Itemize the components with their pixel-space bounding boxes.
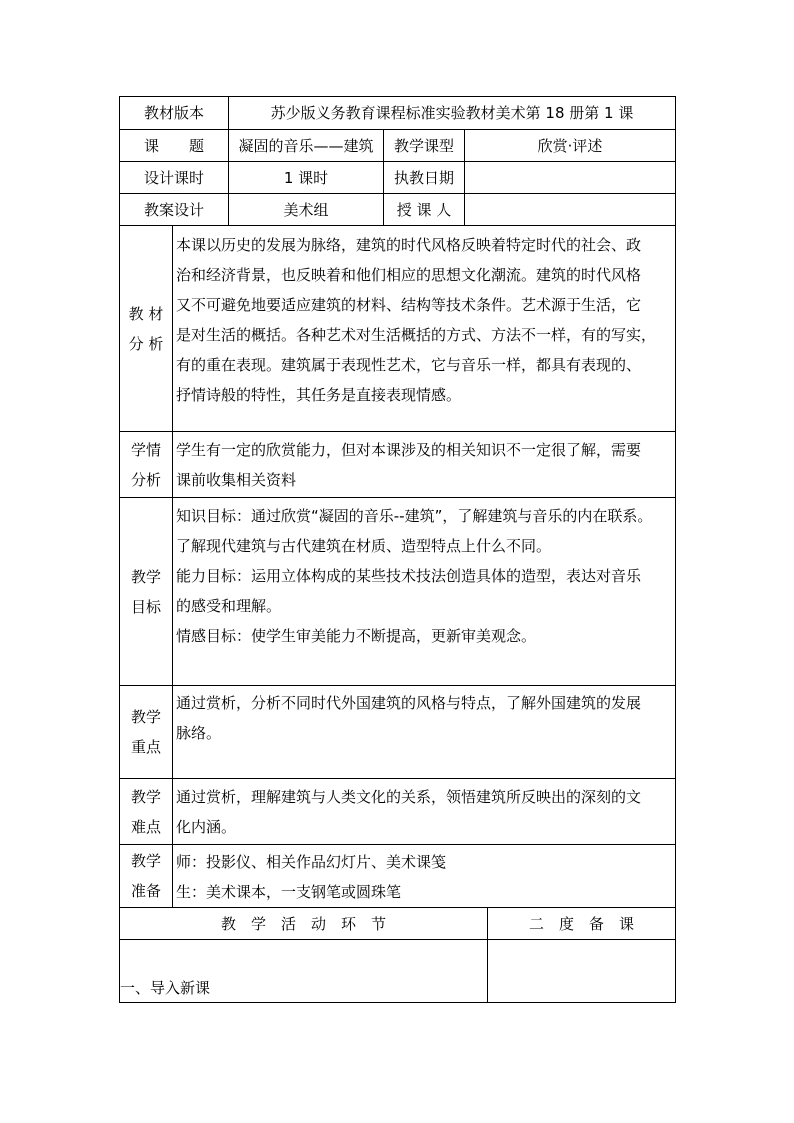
- teacher-label: 授 课 人: [383, 193, 465, 226]
- lesson-type-label: 教学课型: [383, 129, 465, 162]
- design-label: 教案设计: [119, 193, 229, 226]
- hours-label: 设计课时: [119, 161, 229, 194]
- preparation-label: [119, 844, 173, 908]
- text-line: 本课以历史的发展为脉络，建筑的时代风格反映着特定时代的社会、政: [176, 236, 642, 254]
- hours-value: 1 课时: [228, 161, 384, 194]
- text-line: 师：投影仪、相关作品幻灯片、美术课笺: [176, 853, 447, 871]
- text-line: 通过赏析，分析不同时代外国建筑的风格与特点，了解外国建筑的发展: [176, 694, 642, 712]
- text-line: 了解现代建筑与古代建筑在材质、造型特点上什么不同。: [176, 537, 552, 555]
- text-line: 脉络。: [176, 724, 222, 742]
- text-line: 是对生活的概括。各种艺术对生活概括的方式、方法不一样，有的写实，: [176, 326, 657, 344]
- preparation-label-line-1: 教学: [130, 852, 161, 870]
- text-line: 的感受和理解。: [176, 597, 282, 615]
- text-line: 化内涵。: [176, 818, 237, 836]
- material-label-line-1: 教 材: [128, 304, 164, 323]
- text-line: 情感目标：使学生审美能力不断提高，更新审美观念。: [176, 627, 537, 645]
- teaching-goals-text: [172, 497, 676, 686]
- preparation-text: [172, 844, 676, 908]
- key-points-text: [172, 685, 676, 779]
- edition-value: 苏少版义务教育课程标准实验教材美术第 18 册第 1 课: [228, 96, 676, 130]
- goals-label-line-1: 教学: [130, 567, 161, 586]
- lesson-type-value: 欣赏·评述: [464, 129, 676, 162]
- second-preparation-body: [487, 939, 676, 1003]
- date-label: 执教日期: [383, 161, 465, 194]
- student-analysis-label: [119, 431, 173, 498]
- key-points-label: [119, 685, 173, 779]
- teaching-goals-label: [119, 497, 173, 686]
- difficulties-label-line-2: 难点: [130, 817, 161, 836]
- design-value: 美术组: [228, 193, 384, 226]
- text-line: 有的重在表现。建筑属于表现性艺术，它与音乐一样，都具有表现的、: [176, 356, 642, 374]
- preparation-label-line-2: 准备: [130, 882, 161, 900]
- activity-body: [119, 939, 488, 1003]
- goals-label-line-2: 目标: [130, 597, 161, 616]
- students-label-line-1: 学情: [130, 440, 161, 459]
- first-step-text: 一、导入新课: [120, 979, 211, 997]
- material-analysis-label: [119, 225, 173, 432]
- edition-label: 教材版本: [119, 96, 229, 130]
- key-points-label-line-2: 重点: [130, 738, 161, 756]
- text-line: 生：美术课本，一支钢笔或圆珠笔: [176, 883, 402, 901]
- material-analysis-text: [172, 225, 676, 432]
- text-line: 知识目标：通过欣赏“凝固的音乐--建筑”，了解建筑与音乐的内在联系。: [176, 507, 653, 525]
- text-line: 抒情诗般的特性，其任务是直接表现情感。: [176, 386, 462, 404]
- difficulties-text: [172, 778, 676, 845]
- difficulties-label: [119, 778, 173, 845]
- topic-value: 凝固的音乐——建筑: [228, 129, 384, 162]
- material-label-line-2: 分 析: [128, 334, 164, 353]
- text-line: 治和经济背景，也反映着和他们相应的思想文化潮流。建筑的时代风格: [176, 266, 642, 284]
- difficulties-label-line-1: 教学: [130, 787, 161, 806]
- second-preparation-header: 二 度 备 课: [487, 907, 676, 940]
- topic-label: 课 题: [119, 129, 229, 162]
- text-line: 能力目标：运用立体构成的某些技术技法创造具体的造型，表达对音乐: [176, 567, 642, 585]
- student-analysis-text: [172, 431, 676, 498]
- activity-header: 教 学 活 动 环 节: [119, 907, 488, 940]
- teacher-value: [464, 193, 676, 226]
- text-line: 课前收集相关资料: [176, 471, 297, 489]
- text-line: 学生有一定的欣赏能力，但对本课涉及的相关知识不一定很了解，需要: [176, 441, 642, 459]
- date-value: [464, 161, 676, 194]
- key-points-label-line-1: 教学: [130, 708, 161, 726]
- text-line: 通过赏析，理解建筑与人类文化的关系，领悟建筑所反映出的深刻的文: [176, 788, 642, 806]
- text-line: 又不可避免地要适应建筑的材料、结构等技术条件。艺术源于生活，它: [176, 296, 642, 314]
- students-label-line-2: 分析: [130, 470, 161, 489]
